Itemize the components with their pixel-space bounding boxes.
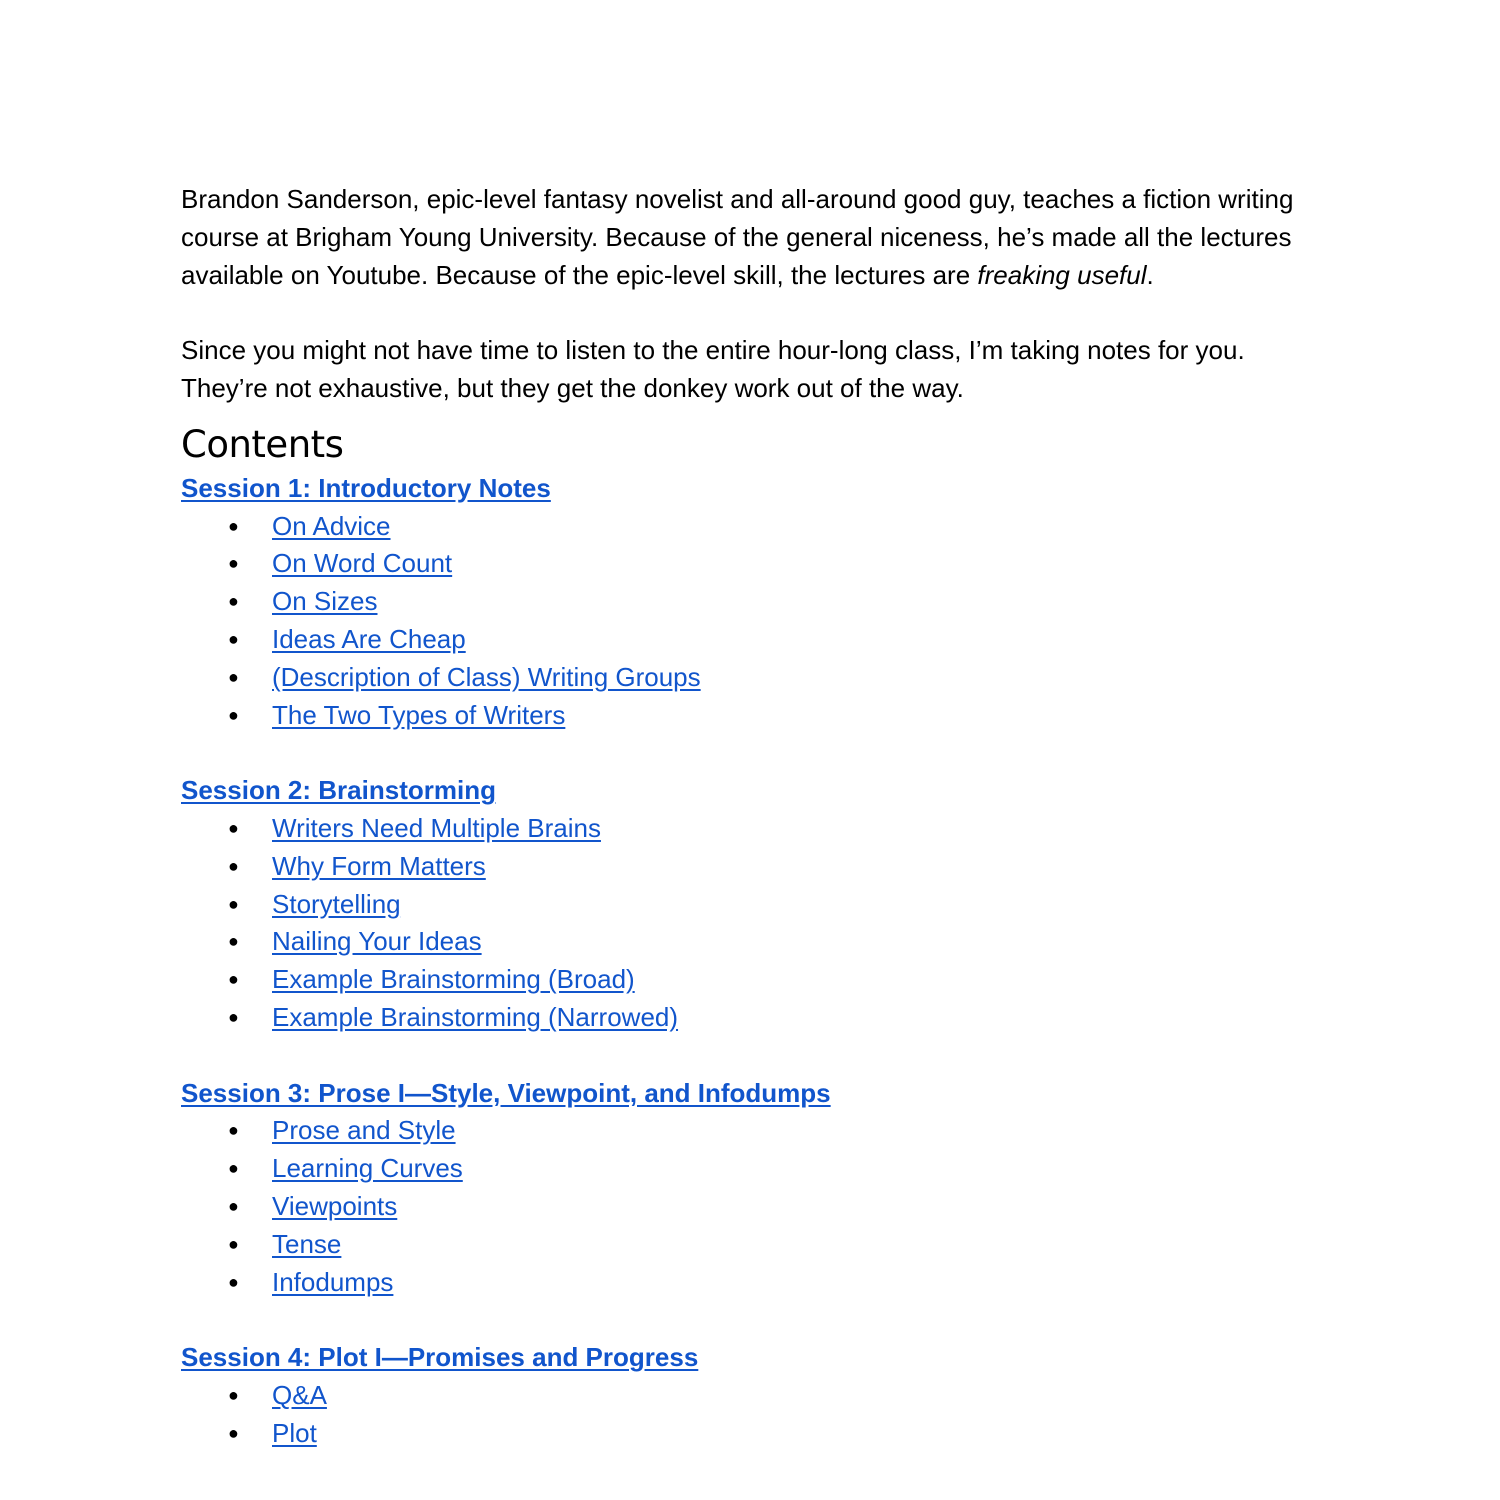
toc-item-link[interactable]: Storytelling [272,888,401,919]
bullet-icon: ● [228,553,239,574]
toc-session [181,772,1331,1037]
bullet-icon: ● [228,1233,239,1254]
toc-item-link[interactable]: Nailing Your Ideas [272,926,482,957]
toc-session-link[interactable]: Session 4: Plot I—Promises and Progress [181,1342,699,1373]
bullet-icon: ● [228,931,239,952]
toc-session [181,470,1331,735]
toc-item-link[interactable]: Plot [272,1417,317,1448]
bullet-icon: ● [228,666,239,687]
toc-list-item [181,923,1331,961]
toc-item-link[interactable]: Q&A [272,1379,327,1410]
bullet-icon: ● [228,893,239,914]
toc-list-item [181,621,1331,659]
toc-session-link[interactable]: Session 2: Brainstorming [181,775,496,806]
intro-text: Brandon Sanderson, epic-level fantasy novelist and all-around good guy, teaches a fiction writing course at Brigham Young University. Because of the general niceness, he’s made all the lectures available on Youtube. Because of the epic-level skill, the lectures are [181,184,1294,290]
toc-list-item [181,545,1331,583]
contents-heading: Contents [181,422,344,466]
toc-list-item [181,697,1331,735]
toc-item-link[interactable]: Infodumps [272,1266,394,1297]
toc-item-link[interactable]: On Word Count [272,548,453,579]
toc-item-link[interactable]: Viewpoints [272,1190,398,1221]
bullet-icon: ● [228,1384,239,1405]
toc-item-link[interactable]: Example Brainstorming (Broad) [272,964,635,995]
toc-list-item [181,961,1331,999]
toc-item-link[interactable]: Writers Need Multiple Brains [272,812,601,843]
toc-item-link[interactable]: Example Brainstorming (Narrowed) [272,1001,679,1032]
toc-item-list [181,810,1331,1037]
bullet-icon: ● [228,628,239,649]
toc-list-item [181,583,1331,621]
toc-item-link[interactable]: Learning Curves [272,1153,463,1184]
intro-italic-text: freaking useful [977,259,1147,290]
toc-item-link[interactable]: On Advice [272,510,391,541]
bullet-icon: ● [228,1120,239,1141]
toc-session [181,1339,1331,1452]
table-of-contents [181,470,1331,1453]
bullet-icon: ● [228,1422,239,1443]
toc-list-item [181,848,1331,886]
bullet-icon: ● [228,591,239,612]
toc-session-link[interactable]: Session 3: Prose I—Style, Viewpoint, and Infodumps [181,1077,831,1108]
bullet-icon: ● [228,817,239,838]
document-page [181,181,1331,1490]
intro-paragraph-2: Since you might not have time to listen to the entire hour-long class, I’m taking notes for you. They’re not exhaustive, but they get the donkey work out of the way. [181,335,1245,403]
bullet-icon: ● [228,1195,239,1216]
bullet-icon: ● [228,855,239,876]
toc-list-item [181,1112,1331,1150]
bullet-icon: ● [228,969,239,990]
bullet-icon: ● [228,1271,239,1292]
toc-session-link[interactable]: Session 1: Introductory Notes [181,472,551,503]
intro-text-end: . [1146,259,1154,290]
bullet-icon: ● [228,704,239,725]
toc-list-item [181,1188,1331,1226]
toc-list-item [181,508,1331,546]
bullet-icon: ● [228,515,239,536]
toc-item-link[interactable]: (Description of Class) Writing Groups [272,661,701,692]
toc-list-item [181,886,1331,924]
toc-item-link[interactable]: Prose and Style [272,1115,456,1146]
toc-item-list [181,508,1331,735]
toc-list-item [181,1264,1331,1302]
toc-item-link[interactable]: Why Form Matters [272,850,486,881]
toc-list-item [181,1415,1331,1453]
toc-item-link[interactable]: The Two Types of Writers [272,699,566,730]
toc-item-link[interactable]: On Sizes [272,586,378,617]
toc-session [181,1075,1331,1302]
toc-list-item [181,1226,1331,1264]
toc-item-link[interactable]: Tense [272,1228,342,1259]
toc-item-list [181,1377,1331,1453]
toc-list-item [181,1150,1331,1188]
toc-item-link[interactable]: Ideas Are Cheap [272,623,466,654]
toc-item-list [181,1112,1331,1301]
bullet-icon: ● [228,1158,239,1179]
intro-paragraph-1 [181,181,1331,294]
toc-list-item [181,659,1331,697]
toc-list-item [181,999,1331,1037]
toc-list-item [181,1377,1331,1415]
toc-list-item [181,810,1331,848]
bullet-icon: ● [228,1006,239,1027]
